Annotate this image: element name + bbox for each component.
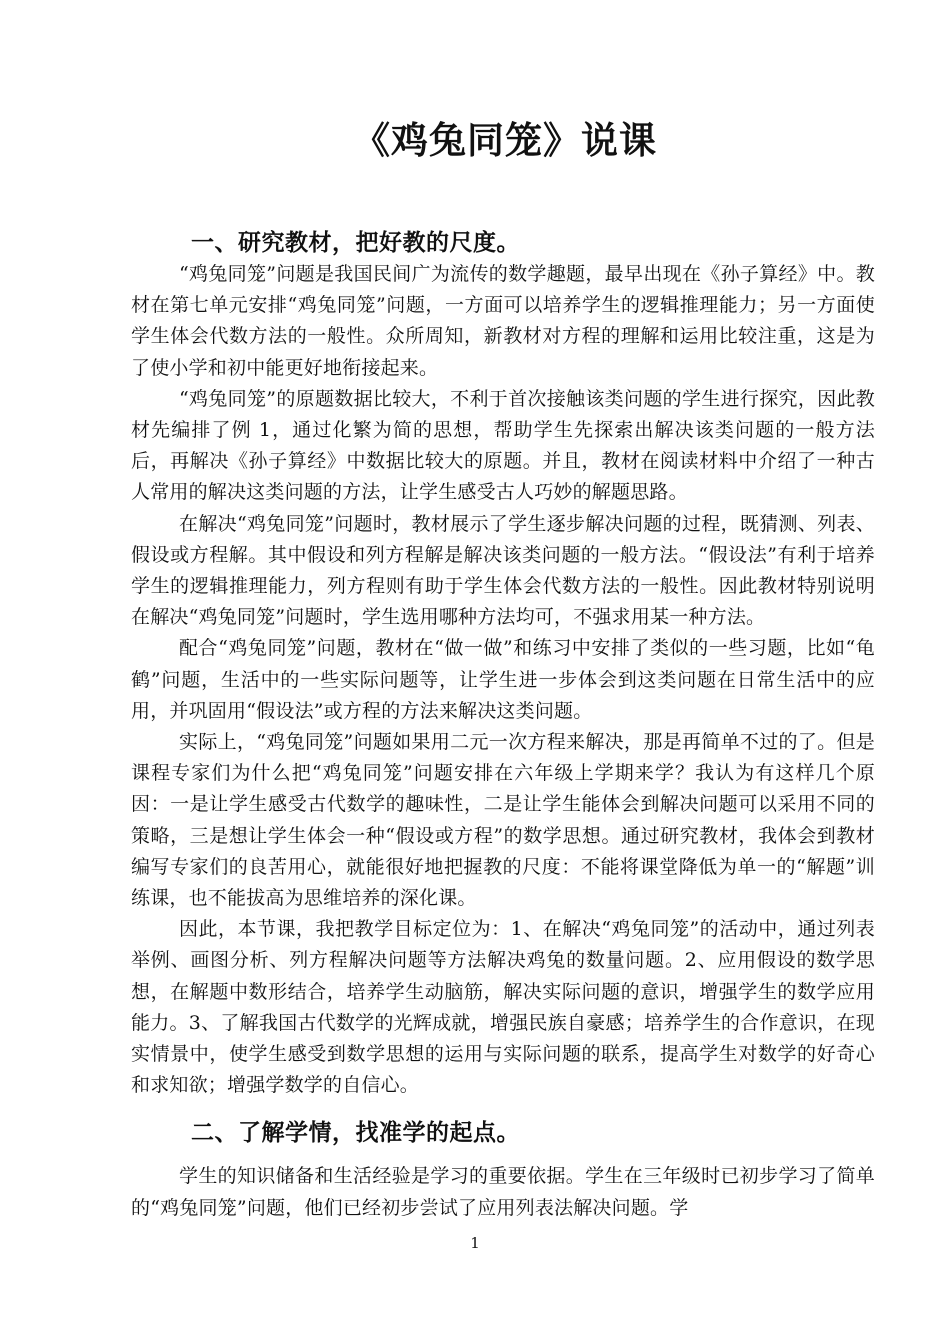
paragraph: 配合“鸡兔同笼”问题，教材在“做一做”和练习中安排了类似的一些习题，比如“龟鹤”问题，生活中的一些实际问题等，让学生进一步体会到这类问题在日常生活中的应用，并巩固用“假设法”或方程的方法来解决这类问题。 [131, 637, 875, 722]
document-body [131, 225, 875, 1224]
paragraph: “鸡兔同笼”的原题数据比较大，不利于首次接触该类问题的学生进行探究，因此教材先编排了例 1，通过化繁为简的思想，帮助学生先探索出解决该类问题的一般方法后，再解决《孙子算经》中数据比较大的原题。并且，教材在阅读材料中介绍了一种古人常用的解决这类问题的方法，让学生感受古人巧妙的解题思路。 [131, 387, 875, 504]
paragraph: “鸡兔同笼”问题是我国民间广为流传的数学趣题，最早出现在《孙子算经》中。教材在第七单元安排“鸡兔同笼”问题，一方面可以培养学生的逻辑推理能力；另一方面使学生体会代数方法的一般性。众所周知，新教材对方程的理解和运用比较注重，这是为了使小学和初中能更好地衔接起来。 [131, 263, 875, 379]
paragraph: 因此，本节课，我把教学目标定位为：1、在解决“鸡兔同笼”的活动中，通过列表举例、画图分析、列方程解决问题等方法解决鸡兔的数量问题。2、应用假设的数学思想，在解题中数形结合，培养学生动脑筋，解决实际问题的意识，增强学生的数学应用能力。3、了解我国古代数学的光辉成就，增强民族自豪感；培养学生的合作意识，在现实情景中，使学生感受到数学思想的运用与实际问题的联系，提高学生对数学的好奇心和求知欲；增强学数学的自信心。 [131, 918, 875, 1097]
page-number: 1 [470, 1234, 480, 1252]
section-heading-2: 二、了解学情，找准学的起点。 [191, 1120, 520, 1147]
paragraph: 实际上，“鸡兔同笼”问题如果用二元一次方程来解决，那是再简单不过的了。但是课程专家们为什么把“鸡兔同笼”问题安排在六年级上学期来学？我认为有这样几个原因：一是让学生感受古代数学的趣味性，二是让学生能体会到解决问题可以采用不同的策略，三是想让学生体会一种“假设或方程”的数学思想。通过研究教材，我体会到教材编写专家们的良苦用心，就能很好地把握教的尺度：不能将课堂降低为单一的“解题”训练课，也不能拔高为思维培养的深化课。 [131, 731, 875, 910]
document-title: 《鸡兔同笼》说课 [353, 119, 657, 162]
paragraph: 学生的知识储备和生活经验是学习的重要依据。学生在三年级时已初步学习了简单的“鸡兔同笼”问题，他们已经初步尝试了应用列表法解决问题。学 [131, 1165, 875, 1219]
section-heading-1: 一、研究教材，把好教的尺度。 [191, 230, 520, 256]
paragraph: 在解决“鸡兔同笼”问题时，教材展示了学生逐步解决问题的过程，既猜测、列表、假设或方程解。其中假设和列方程解是解决该类问题的一般方法。“假设法”有利于培养学生的逻辑推理能力，列方程则有助于学生体会代数方法的一般性。因此教材特别说明在解决“鸡兔同笼”问题时，学生选用哪种方法均可，不强求用某一种方法。 [131, 512, 875, 629]
